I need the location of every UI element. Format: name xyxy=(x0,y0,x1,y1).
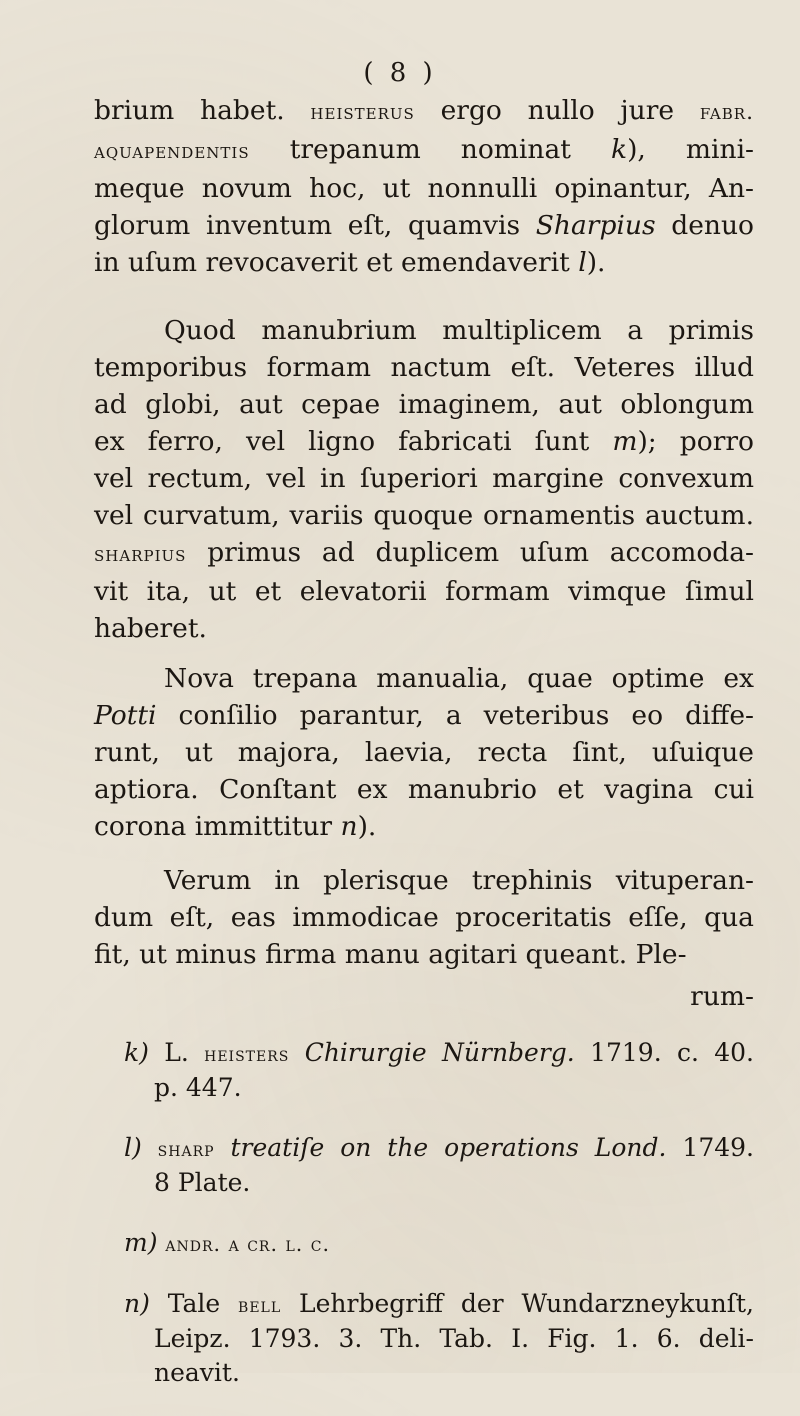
text-run: meque novum hoc, ut nonnulli opinantur, An- xyxy=(94,173,754,204)
footnote-marker: n) xyxy=(124,1289,168,1318)
text-run: ). xyxy=(586,247,606,278)
text-run: vel rectum, vel in ſuperiori margine convexum xyxy=(94,463,754,494)
footnote xyxy=(124,1226,754,1261)
catchword: rum- xyxy=(690,981,754,1012)
text-run: denuo xyxy=(655,210,754,241)
text-run: in uſum revocaverit et emendaverit xyxy=(94,247,579,278)
paragraph-4 xyxy=(94,862,754,973)
paragraph-1 xyxy=(94,92,754,281)
text-line xyxy=(94,936,754,973)
text-run: Quod manubrium multiplicem a primis xyxy=(164,315,754,346)
text-line xyxy=(94,862,754,899)
text-run: fit, ut minus firma manu agitari queant. Ple- xyxy=(94,939,687,970)
footnote-line xyxy=(124,1322,754,1356)
text-line xyxy=(94,573,754,610)
small-caps-name: sharp xyxy=(157,1137,215,1161)
footnote-marker: l) xyxy=(124,1133,158,1162)
footnote-marker: m) xyxy=(124,1228,166,1257)
text-run: ); porro xyxy=(637,426,754,457)
text-run: L. xyxy=(164,1038,205,1067)
italic-text: m xyxy=(612,426,638,457)
text-run: Nova trepana manualia, quae optime ex xyxy=(164,663,754,694)
text-line xyxy=(94,497,754,534)
small-caps-name: sharpius xyxy=(94,542,187,567)
text-run: 1749. xyxy=(666,1133,754,1162)
text-run: Verum in plerisque trephinis vituperan- xyxy=(164,865,754,896)
text-run xyxy=(289,1038,304,1067)
text-run: conſilio parantur, a veteribus eo diffe- xyxy=(156,700,754,731)
text-line xyxy=(94,131,754,170)
text-run: brium habet. xyxy=(94,95,311,126)
text-line xyxy=(94,349,754,386)
text-run: neavit. xyxy=(154,1358,240,1387)
text-run: ), mini- xyxy=(627,134,754,165)
text-line xyxy=(94,899,754,936)
text-run: corona immittitur xyxy=(94,811,341,842)
italic-text: treatiſe on the operations Lond. xyxy=(230,1133,667,1162)
text-run: glorum inventum eſt, quamvis xyxy=(94,210,536,241)
text-line xyxy=(94,170,754,207)
text-run: vit ita, ut et elevatorii formam vimque ſimul xyxy=(94,576,754,607)
italic-text: Sharpius xyxy=(535,210,656,241)
text-line xyxy=(94,697,754,734)
text-line xyxy=(94,92,754,131)
text-line xyxy=(94,423,754,460)
footnotes xyxy=(124,1036,754,1416)
footnote-marker: k) xyxy=(124,1038,165,1067)
paragraph-2 xyxy=(94,312,754,647)
text-line xyxy=(94,244,754,281)
text-run: haberet. xyxy=(94,613,207,644)
text-line xyxy=(94,734,754,771)
text-run: Tale xyxy=(167,1289,239,1318)
text-run: ex ferro, vel ligno fabricati ſunt xyxy=(94,426,613,457)
text-run: aptiora. Conſtant ex manubrio et vagina cui xyxy=(94,774,754,805)
footnote xyxy=(124,1036,754,1105)
footnote-line xyxy=(124,1226,754,1261)
text-run: Lehrbegriff der Wundarzneykunſt, xyxy=(281,1289,754,1318)
italic-text: n xyxy=(340,811,358,842)
text-run: ergo nullo jure xyxy=(414,95,700,126)
page-number: ( 8 ) xyxy=(363,58,437,88)
text-line xyxy=(94,207,754,244)
text-run: vel curvatum, variis quoque ornamentis auctum. xyxy=(94,500,754,531)
text-line xyxy=(94,386,754,423)
footnote-line xyxy=(124,1071,754,1105)
small-caps-name: aquapendentis xyxy=(94,139,250,164)
footnote xyxy=(124,1287,754,1390)
text-line xyxy=(94,808,754,845)
footnote-line xyxy=(124,1036,754,1071)
footnote xyxy=(124,1131,754,1200)
text-run: 8 Plate. xyxy=(154,1168,251,1197)
footnote-line xyxy=(124,1287,754,1322)
small-caps-name: heisterus xyxy=(310,100,415,125)
text-run: ad globi, aut cepae imaginem, aut oblongum xyxy=(94,389,754,420)
footnote-line xyxy=(124,1131,754,1166)
text-run: dum eſt, eas immodicae proceritatis eſſe, qua xyxy=(94,902,754,933)
small-caps-name: heisters xyxy=(204,1042,290,1066)
small-caps-name: andr. a cr. l. c. xyxy=(165,1232,331,1256)
text-line xyxy=(94,312,754,349)
text-line xyxy=(94,771,754,808)
text-line xyxy=(94,460,754,497)
text-run: Leipz. 1793. 3. Th. Tab. I. Fig. 1. 6. deli- xyxy=(154,1324,754,1353)
text-run xyxy=(215,1133,231,1162)
text-line xyxy=(94,610,754,647)
italic-text: k xyxy=(611,134,628,165)
small-caps-name: fabr. xyxy=(699,100,754,125)
text-run: 1719. c. 40. xyxy=(574,1038,755,1067)
text-line xyxy=(94,660,754,697)
text-run: primus ad duplicem uſum accomoda- xyxy=(186,537,754,568)
text-run: runt, ut majora, laevia, recta ſint, uſuique xyxy=(94,737,754,768)
text-run: temporibus formam nactum eſt. Veteres illud xyxy=(94,352,754,383)
text-run: p. 447. xyxy=(154,1073,242,1102)
footnote-line xyxy=(124,1166,754,1200)
text-line xyxy=(94,534,754,573)
text-run: trepanum nominat xyxy=(249,134,611,165)
small-caps-name: bell xyxy=(238,1293,282,1317)
footnote-line xyxy=(124,1356,754,1390)
italic-text: Potti xyxy=(94,700,157,731)
text-run: ). xyxy=(357,811,377,842)
italic-text: l xyxy=(578,247,587,278)
paragraph-3 xyxy=(94,660,754,845)
italic-text: Chirurgie Nürnberg. xyxy=(304,1038,575,1067)
